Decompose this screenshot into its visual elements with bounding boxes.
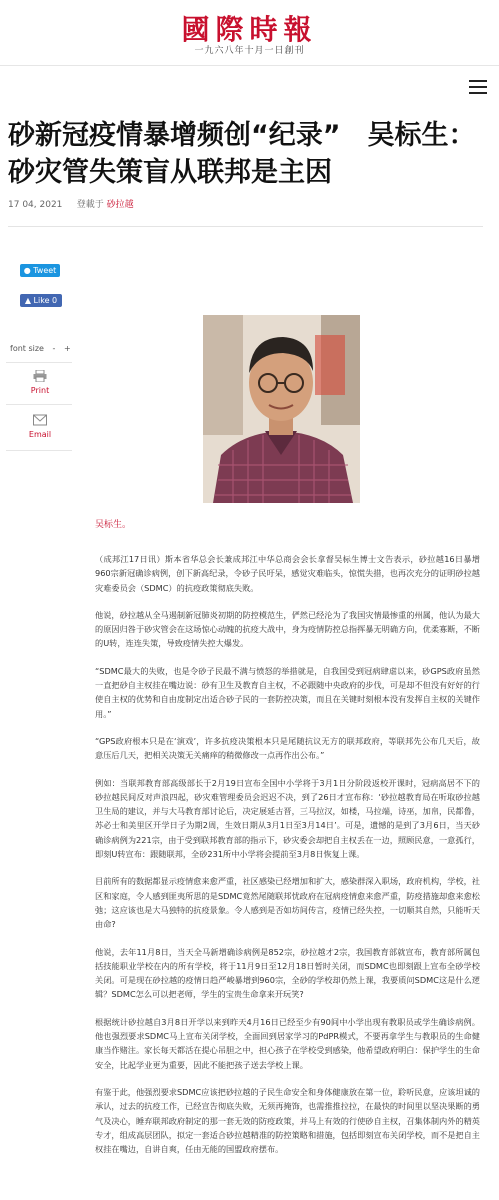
thumbs-up-icon: ▲ xyxy=(24,296,31,305)
tools-divider xyxy=(6,362,72,363)
article-paragraph: 例如：当联邦教育部高级部长于2月19日宣布全国中小学将于3月1日分阶段返校开课时，冠病高居不下的砂拉越民间反对声浪四起，砂灾难管理委员会迟迟不决，到了26日才宣布称：‘砂拉越教育局在听取砂拉越卫生局的建议，并与大马教育部讨论后，决定展延古晋，三马拉汉，如楼，马拉端，诗巫，加帛，民都鲁，苏必士和美里区开学日子为期2周，生效日期从3月1日至3月14日’。可是，遗憾的是到了3月6日，当天砂确诊病例为221宗，由于受到联邦教育部的指示下，砂灾委会却把自主权丢在一边，照顾民意，一意孤行，即刻U转宣布：跟随联邦，全砂231所中小学将会提前至3月8日恢复上课。 xyxy=(95,777,480,860)
site-tagline: 一九六八年十月一日創刊 xyxy=(194,46,305,56)
headline-line-1: 砂新冠疫情暴增频创“纪录” 吴标生： xyxy=(8,120,476,151)
email-label: Email xyxy=(28,430,52,439)
hamburger-menu-icon[interactable] xyxy=(469,80,487,94)
article-paragraph: 根据统计砂拉越自3月8日开学以来到昨天4月16日已经至少有90间中小学出现有教职员或学生确诊病例。他也强烈要求SDMC马上宣布关闭学校，全面回到居家学习的PdPR模式，不要再拿学生与教职员的生命健康当作赌注。家长每天都活在提心吊胆之中，担心孩子在学校受到感染，他希望政府明白：保护学生的生命安全，比起学业更为重要，因此不能把孩子送去学校上课。 xyxy=(95,1016,480,1070)
tweet-label: Tweet xyxy=(33,266,57,275)
category-link[interactable]: 砂拉越 xyxy=(106,200,134,210)
article-paragraph: （成邦江17日讯）斯本省华总会长兼成邦江中华总商会会长拿督吴标生博士文告表示，砂拉越16日暴增960宗新冠确诊病例，创下新高纪录，令砂子民吁呆，感觉灾难临头，惊慌失措，也再次充分的证明砂拉越灾难委员会（SDMC）的抗疫政策彻底失败。 xyxy=(95,554,480,593)
masthead xyxy=(0,0,499,66)
email-button[interactable] xyxy=(0,414,80,439)
print-label: Print xyxy=(30,386,50,395)
font-size-control xyxy=(10,344,71,353)
meta-divider xyxy=(8,226,483,227)
posted-in-label: 登載于 xyxy=(76,200,104,210)
article-meta xyxy=(8,197,134,210)
tweet-button[interactable] xyxy=(20,264,60,277)
headline-line-2: 砂灾管失策盲从联邦是主因 xyxy=(8,157,332,188)
printer-icon xyxy=(33,370,47,382)
envelope-icon xyxy=(33,414,47,426)
facebook-like-button[interactable] xyxy=(20,294,62,307)
photo-caption: 吴标生。 xyxy=(95,520,132,530)
font-size-label: font size xyxy=(10,344,44,353)
article-headline xyxy=(8,117,488,191)
article-paragraph: “SDMC最大的失败，也是令砂子民最不满与愤怒的举措就是，自我国受到冠病肆虐以来，砂GPS政府虽然一直把砂自主权挂在嘴边说：砂有卫生及教育自主权，不必跟随中央政府的步伐，可是却不但没有好好的行使自主权的优势和自由度制定出适合砂子民的一套防控决策，而且在关键时刻根本没有发挥自主权的关键作用。” xyxy=(95,665,480,719)
like-label: Like 0 xyxy=(33,296,58,305)
article-paragraph: “GPS政府根本只是在‘演戏’，许多抗疫决策根本只是尾随抗议无方的联邦政府，等联邦先公布几天后，故意压后几天，把相关决策无关痛痒的稍微修改一点再作出公布。” xyxy=(95,735,480,761)
publish-date: 17 04, 2021 xyxy=(8,200,63,210)
portrait-photo xyxy=(203,315,360,503)
twitter-bird-icon: ● xyxy=(23,266,31,275)
article-paragraph: 有鉴于此，他强烈要求SDMC应该把砂拉越的子民生命安全和身体健康放在第一位，聆听民意，应该坦诚的承认，过去的抗疫工作，已经宣告彻底失败，无须再掩饰，也需推推拉拉，在最快的时间里以坚决果断的勇气及决心，睡弃联邦政府制定的那一套无效的防疫政策，并马上有效的行使砂自主权，召集体制内外的精英专才，组成高层团队，拟定一套适合砂拉越精准的防控策略和措施，包括即刻宣布关闭学校，而不是把自主权挂在嘴边，自讲自爽，任由无能的国盟政府摆布。 xyxy=(95,1086,480,1155)
font-size-decrease-button[interactable]: - xyxy=(52,344,56,353)
article-body xyxy=(95,552,480,1169)
site-logo[interactable]: 國際時報 xyxy=(181,13,318,46)
article-paragraph: 他说，去年11月8日，当天全马新增确诊病例是852宗，砂拉越才2宗，我国教育部就宣布，教育部所属包括技能职业学校在内的所有学校，将于11月9日至12月18日暂时关闭，而SDMC也即刻跟上宣布全砂学校关闭。可是现在砂拉越的疫情日趋严峻暴增到960宗，全砂的学校却仍然上课，我要质问SDMC这是什么逻辑？SDMC怎么可以把老师，学生的宝贵生命拿来开玩笑? xyxy=(95,946,480,1000)
tools-divider xyxy=(6,450,72,451)
font-size-increase-button[interactable]: + xyxy=(63,344,71,353)
tools-divider xyxy=(6,404,72,405)
article-paragraph: 他说，砂拉越从全马遏制新冠肺炎初期的防控模范生，俨然已经沦为了我国灾情最惨重的州属，他认为最大的原因归咎于砂灾管会在这场惊心动魄的抗疫大战中，身为疫情防控总指挥暴无明确方向，优柔寡断，不断的U转，连连失策，导致疫情失控大爆发。 xyxy=(95,609,480,649)
article-paragraph: 目前所有的数据都显示疫情愈来愈严重，社区感染已经增加和扩大，感染群深入职场，政府机构，学校，社区和家庭，令人感到匪夷所思的是SDMC竟然尾随联邦忧政府在冠病疫情愈来愈严重，防疫措施却愈来愈松弛；这应该也是大马独特的抗疫景象。令人感到是否如坊间传言，疫情已经失控，一切顺其自然，只能听天由命? xyxy=(95,876,480,930)
portrait-illustration xyxy=(203,315,360,503)
print-button[interactable] xyxy=(0,370,80,395)
